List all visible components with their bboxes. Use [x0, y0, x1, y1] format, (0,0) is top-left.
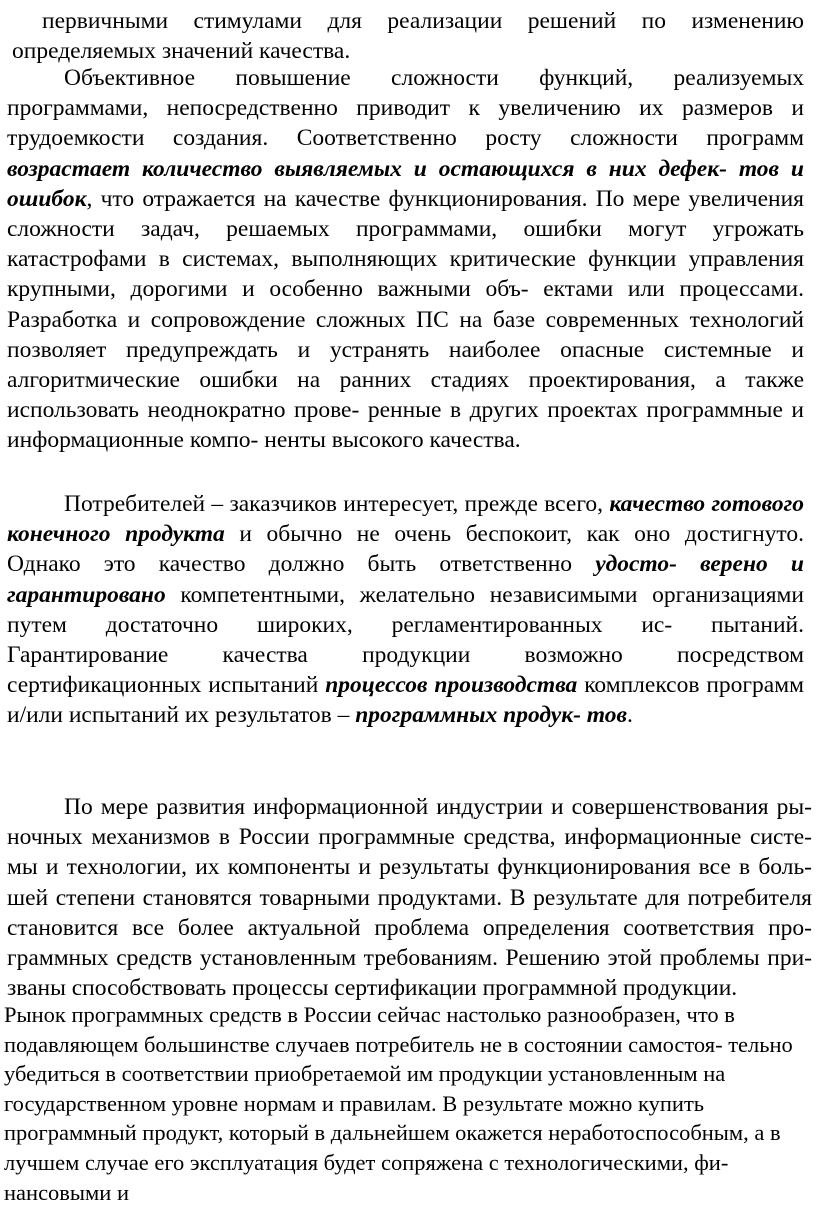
paragraph-industry: [7, 792, 812, 1003]
paragraph-text: .: [627, 702, 633, 729]
emphasis-text: возрастает количество выявляемых и остающихся в них дефек- тов и ошибок: [7, 155, 804, 212]
paragraph-text: компетентными, желательно независимыми организациями путем достаточно широких, регламентированных ис- пытаний. Гарантирование качества продукции возможно посредством сертификационных испытаний: [7, 581, 804, 699]
paragraph-text: Потребителей – заказчиков интересует, прежде всего,: [64, 491, 610, 517]
emphasis-text: удосто- верено и гарантировано: [7, 551, 805, 608]
paragraph-text: Объективное повышение сложности функций, реализуемых программами, непосредственно приводит к увеличению их размеров и трудоемкости создания. Соответственно росту сложности программ: [7, 65, 804, 152]
paragraph-text: , что отражается на качестве функционирования. По мере увеличения сложности задач, решаемых программами, ошибки могут угрожать катастрофами в системах, выполняющих критические функции управления крупными, дорогими и особенно важными объ- ектами или процессами. Разработка и сопровождение сложных ПС на базе современных технологий позволяет предупреждать и устранять наиболее опасные системные и алгоритмические ошибки на ранних стадиях проектирования, а также использовать неоднократно прове- ренные в других проектах программные и информационные компо- ненты высокого качества.: [7, 185, 804, 454]
paragraph-market: [4, 1000, 810, 1207]
paragraph-text: По мере развития информационной индустрии и совершенствования ры- ночных механизмов в России программные средства, информационные систе- мы и технологии, их компоненты и результаты функционирования все в боль- шей степени становятся товарными продуктами. В результате для потребителя становится все более актуальной проблема определения соответствия про- граммных средств установленным требованиям. Решению этой проблемы при- званы способствовать процессы сертификации программной продукции.: [7, 794, 812, 1002]
emphasis-text: процессов производства: [325, 672, 578, 699]
emphasis-text: программных продук- тов: [355, 702, 628, 729]
paragraph-text: Рынок программных средств в России сейчас настолько разнообразен, что в подавляющем большинстве случаев потребитель не в состоянии самостоя- тельно убедиться в соответствии приобретаемой им продукции установленным на государственном уровне нормам и правилам. В результате можно купить программный продукт, который в дальнейшем окажется неработоспособным, а в лучшем случае его эксплуатация будет сопряжена с технологическими, фи- нансовыми и: [4, 1002, 793, 1205]
paragraph-text: и обычно не очень беспокоит, как оно достигнуто. Однако это качество должно быть ответственно: [7, 521, 804, 578]
paragraph-text: комплексов программ и/или испытаний их результатов –: [7, 672, 804, 729]
paragraph-consumers: [7, 489, 804, 731]
emphasis-text: качество готового конечного продукта: [7, 491, 804, 548]
paragraph-continuation: [12, 6, 804, 66]
paragraph-complexity: [7, 63, 804, 456]
paragraph-text: первичными стимулами для реализации решений по изменению определяемых значений качества.: [12, 8, 804, 65]
